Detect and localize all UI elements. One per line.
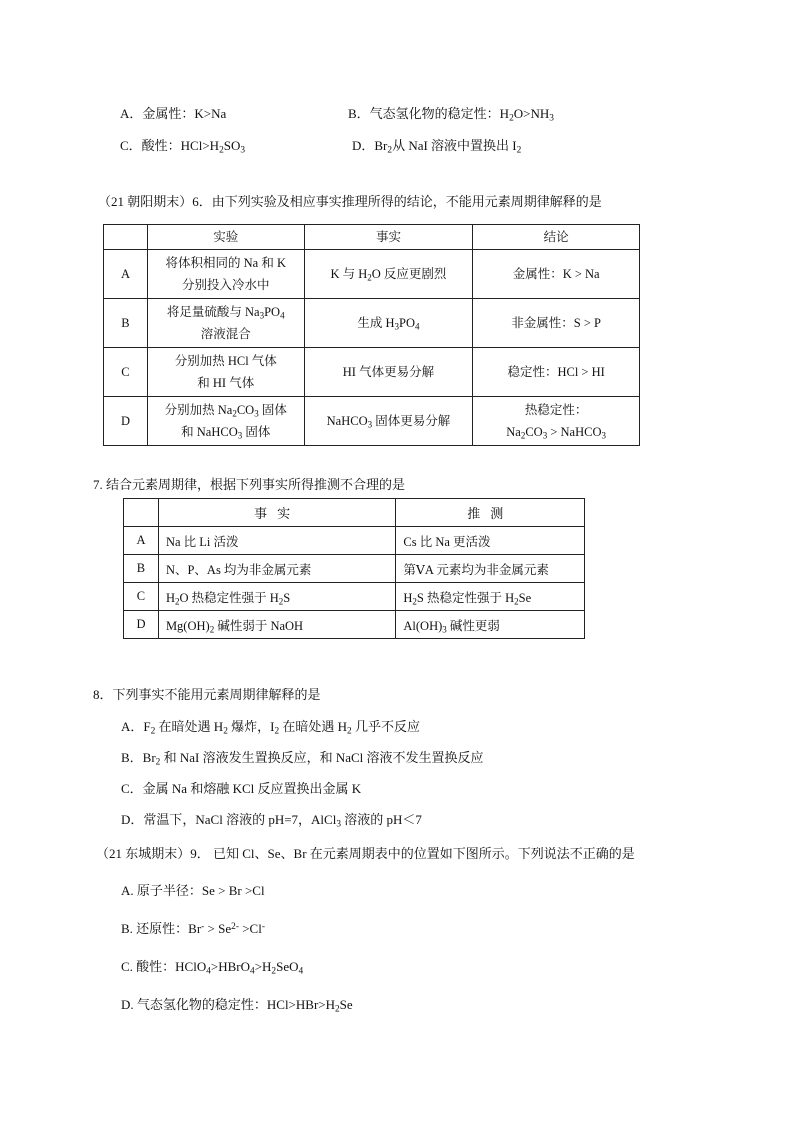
q7-row-d	[124, 611, 585, 639]
q7-header-guess: 推测	[396, 499, 585, 527]
q7-table	[123, 498, 585, 639]
q6-experiment-cell: 分别加热 HCl 气体 和 HI 气体	[147, 348, 304, 397]
q5-option-b: B．气态氢化物的稳定性：$H_2O>NH_3$	[348, 106, 554, 124]
q5-option-d: D．$Br_2$从 NaI 溶液中置换出 $I_2$	[352, 138, 522, 156]
q6-row-d	[104, 397, 640, 446]
q6-fact-cell: NaHCO$_3$ 固体更易分解	[304, 397, 473, 446]
q6-conclusion-cell: 金属性：K > Na	[473, 250, 640, 299]
q7-row-label: C	[124, 583, 159, 611]
q6-header-blank	[104, 225, 148, 250]
q6-title: （21 朝阳期末）6．由下列实验及相应事实推理所得的结论，不能用元素周期律解释的是	[98, 194, 602, 209]
q7-guess-cell: 第ⅤA 元素均为非金属元素	[396, 555, 585, 583]
q6-conclusion-cell: 稳定性：HCl > HI	[473, 348, 640, 397]
q5-option-c: C．酸性：$HCl>H_2SO_3$	[120, 138, 246, 156]
q6-experiment-cell: 将足量硫酸与 $Na_3PO_4$ 溶液混合	[147, 299, 304, 348]
q7-guess-cell: $Al(OH)_3$ 碱性更弱	[396, 611, 585, 639]
q5-option-a: A．金属性：K>Na	[120, 106, 227, 121]
q7-fact-cell: $Mg(OH)_2$ 碱性弱于 NaOH	[158, 611, 395, 639]
q6-row-label: C	[104, 348, 148, 397]
q7-fact-cell: Na 比 Li 活泼	[158, 527, 395, 555]
q9-title: （21 东城期末）9． 已知 Cl、Se、Br 在元素周期表中的位置如下图所示。下列说法不正确的是	[96, 846, 635, 861]
q6-header-row	[104, 225, 640, 250]
q7-row-label: A	[124, 527, 159, 555]
q6-table	[103, 224, 640, 446]
q8-title: 8．下列事实不能用元素周期律解释的是	[93, 687, 321, 702]
q6-header-experiment: 实验	[147, 225, 304, 250]
q7-guess-cell: Cs 比 Na 更活泼	[396, 527, 585, 555]
q7-row-label: D	[124, 611, 159, 639]
q7-row-a	[124, 527, 585, 555]
q6-row-label: B	[104, 299, 148, 348]
q8-option-b: B．$Br_2$ 和 NaI 溶液发生置换反应，和 NaCl 溶液不发生置换反应	[121, 750, 484, 768]
q8-option-c: C．金属 Na 和熔融 KCl 反应置换出金属 K	[121, 781, 362, 796]
q7-fact-cell: N、P、As 均为非金属元素	[158, 555, 395, 583]
q9-option-b: B. 还原性：$Br^- > Se^{2-} >Cl^-$	[121, 921, 265, 936]
q7-row-b	[124, 555, 585, 583]
q9-option-c: C. 酸性：$HClO_4>HBrO_4>H_2SeO_4$	[121, 959, 304, 977]
q6-experiment-cell: 分别加热 $Na_2CO_3$ 固体 和 NaHCO$_3$ 固体	[147, 397, 304, 446]
q6-conclusion-cell: 热稳定性： $Na_2CO_3$ > NaHCO$_3$	[473, 397, 640, 446]
q6-conclusion-cell: 非金属性：S > P	[473, 299, 640, 348]
q7-row-label: B	[124, 555, 159, 583]
q8-option-d: D．常温下，NaCl 溶液的 pH=7，AlCl$_3$ 溶液的 pH＜7	[121, 812, 422, 830]
q6-header-conclusion: 结论	[473, 225, 640, 250]
q9-option-a: A. 原子半径：Se > Br >Cl	[121, 883, 265, 898]
q6-fact-cell: HI 气体更易分解	[304, 348, 473, 397]
q7-guess-cell: $H_2S$ 热稳定性强于 $H_2Se$	[396, 583, 585, 611]
q6-row-b	[104, 299, 640, 348]
q6-row-c	[104, 348, 640, 397]
q6-experiment-cell: 将体积相同的 Na 和 K 分别投入冷水中	[147, 250, 304, 299]
q7-row-c	[124, 583, 585, 611]
q6-row-a	[104, 250, 640, 299]
q7-header-row	[124, 499, 585, 527]
q6-row-label: A	[104, 250, 148, 299]
q6-header-fact: 事实	[304, 225, 473, 250]
q7-header-fact: 事实	[158, 499, 395, 527]
q7-title: 7. 结合元素周期律，根据下列事实所得推测不合理的是	[93, 477, 406, 492]
q7-fact-cell: $H_2O$ 热稳定性强于 $H_2S$	[158, 583, 395, 611]
q7-header-blank	[124, 499, 159, 527]
q6-fact-cell: K 与 $H_2O$ 反应更剧烈	[304, 250, 473, 299]
q8-option-a: A．$F_2$ 在暗处遇 $H_2$ 爆炸，$I_2$ 在暗处遇 $H_2$ 几乎不反应	[121, 719, 420, 737]
q6-row-label: D	[104, 397, 148, 446]
q9-option-d: D. 气态氢化物的稳定性：$HCl>HBr>H_2Se$	[121, 997, 353, 1015]
q6-fact-cell: 生成 $H_3PO_4$	[304, 299, 473, 348]
